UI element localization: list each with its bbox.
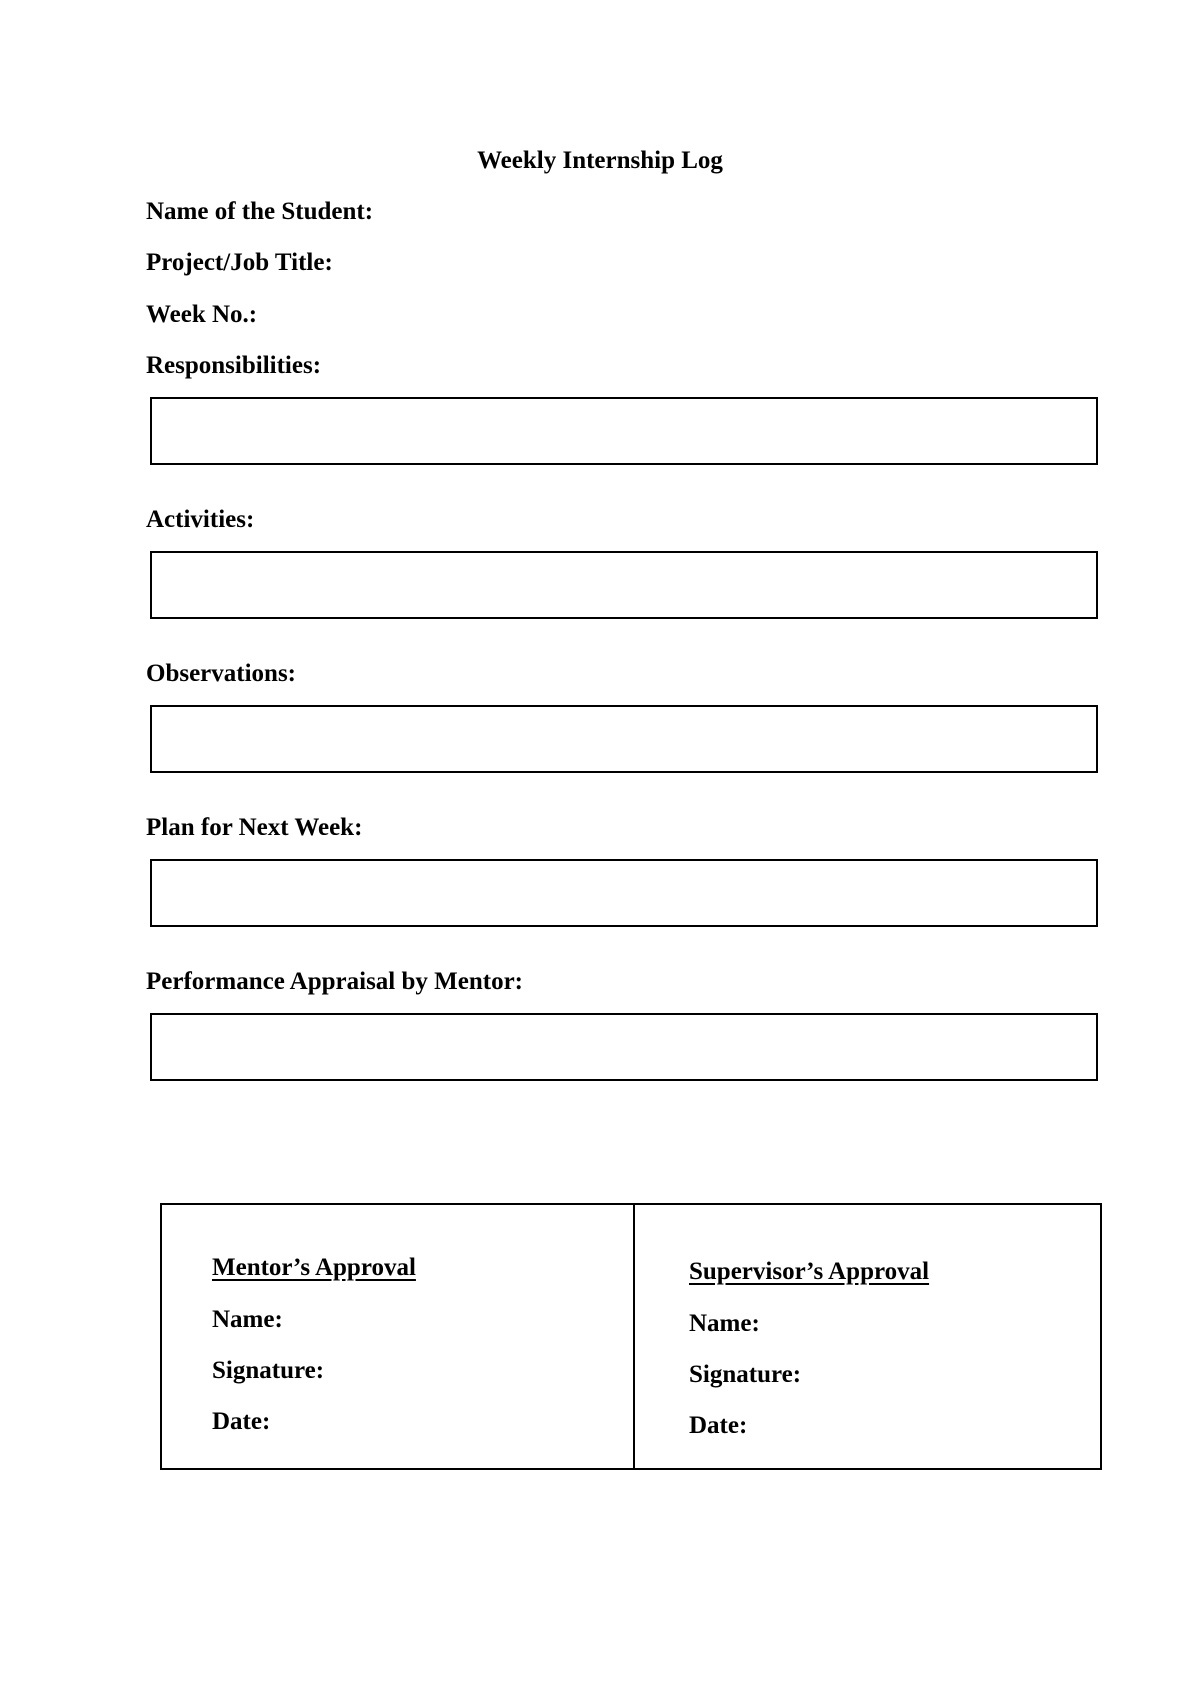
plan-next-week-label: Plan for Next Week: xyxy=(146,814,363,841)
supervisor-approval-cell xyxy=(635,1205,1100,1468)
supervisor-date-label: Date: xyxy=(689,1412,748,1439)
supervisor-approval-heading: Supervisor’s Approval xyxy=(689,1258,930,1285)
approval-table xyxy=(160,1203,1102,1470)
mentor-approval-cell xyxy=(162,1205,635,1468)
activities-label: Activities: xyxy=(146,506,255,533)
responsibilities-box[interactable] xyxy=(150,397,1098,465)
supervisor-name-label: Name: xyxy=(689,1310,760,1337)
page-title: Weekly Internship Log xyxy=(477,147,723,174)
performance-appraisal-box[interactable] xyxy=(150,1013,1098,1081)
mentor-name-label: Name: xyxy=(212,1306,283,1333)
observations-label: Observations: xyxy=(146,660,296,687)
performance-appraisal-label: Performance Appraisal by Mentor: xyxy=(146,968,524,995)
mentor-date-label: Date: xyxy=(212,1408,271,1435)
supervisor-signature-label: Signature: xyxy=(689,1361,802,1388)
mentor-signature-label: Signature: xyxy=(212,1357,325,1384)
activities-box[interactable] xyxy=(150,551,1098,619)
observations-box[interactable] xyxy=(150,705,1098,773)
student-name-label: Name of the Student: xyxy=(146,198,374,225)
plan-next-week-box[interactable] xyxy=(150,859,1098,927)
responsibilities-label: Responsibilities: xyxy=(146,352,322,379)
mentor-approval-heading: Mentor’s Approval xyxy=(212,1254,416,1281)
week-number-label: Week No.: xyxy=(146,301,258,328)
project-title-label: Project/Job Title: xyxy=(146,249,333,276)
